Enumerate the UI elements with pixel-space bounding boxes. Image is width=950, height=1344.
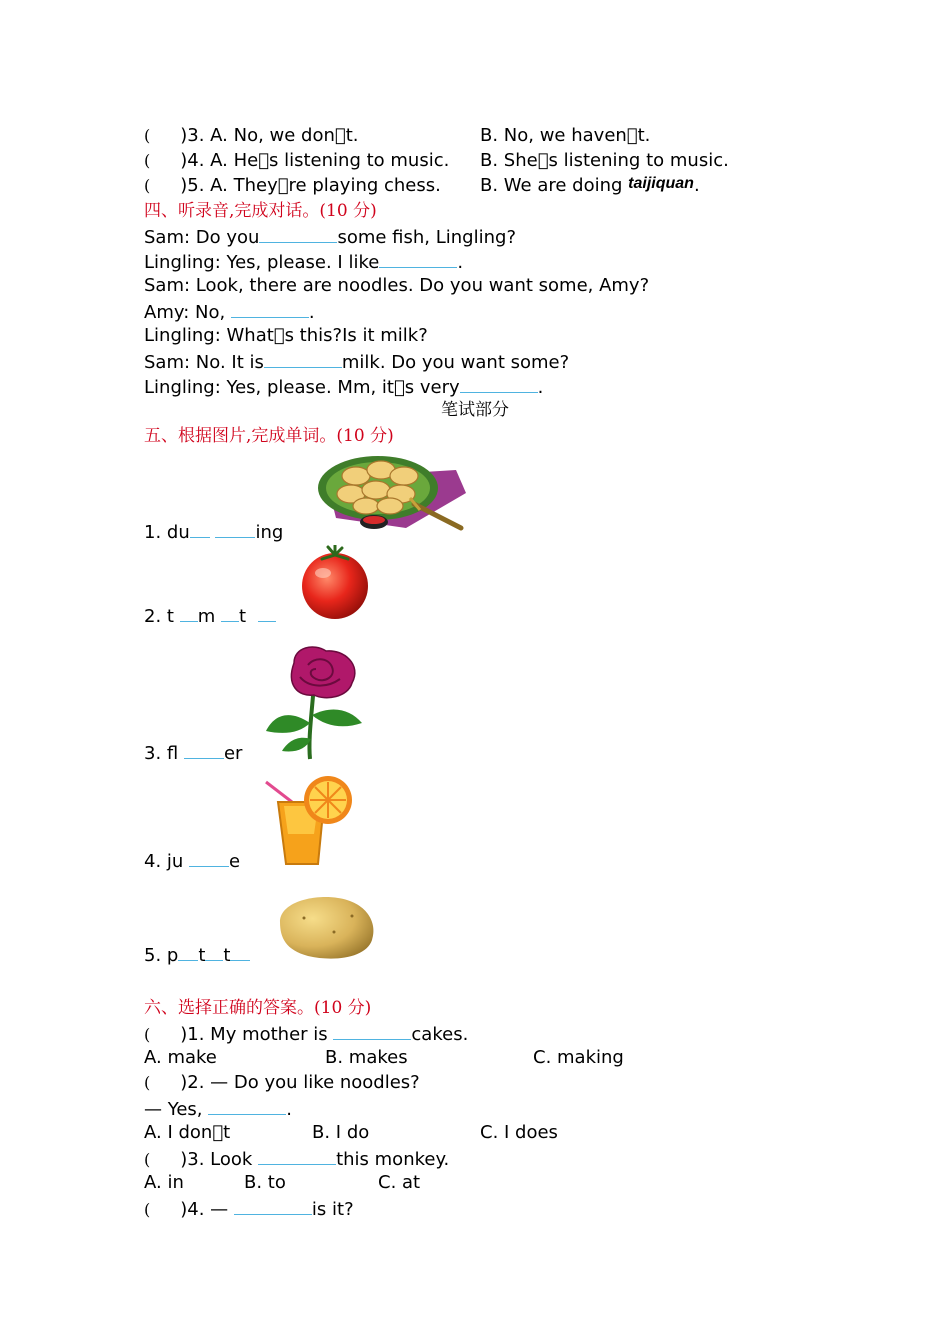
- word-part: e: [229, 851, 241, 872]
- blank-line[interactable]: [259, 224, 337, 243]
- q5-option-a: )5. A. They re playing chess.: [180, 175, 436, 196]
- letter-blank[interactable]: [184, 740, 224, 759]
- dialogue-text: .: [457, 252, 464, 273]
- choice-q1-options: [144, 1046, 624, 1070]
- q3-option-b: B. No, we haven t.: [480, 125, 646, 146]
- letter-blank[interactable]: [258, 603, 276, 622]
- dialogue-text: Sam: Look, there are noodles. Do you want some, Amy?: [144, 275, 650, 296]
- question-text: is it?: [311, 1199, 354, 1220]
- dialogue-text: some fish, Lingling?: [337, 227, 516, 248]
- answer-paren[interactable]: (: [144, 1200, 151, 1219]
- option-a: A. I don t: [144, 1122, 226, 1143]
- answer-paren[interactable]: (: [144, 1073, 151, 1092]
- section4-title: 四、听录音,完成对话。(10 分): [144, 201, 377, 221]
- answer-paren[interactable]: (: [144, 176, 151, 195]
- option-c: C. at: [378, 1172, 421, 1193]
- dialogue-text: Lingling: What s this?Is it milk?: [144, 325, 423, 346]
- section5-title: 五、根据图片,完成单词。(10 分): [144, 426, 394, 446]
- letter-blank[interactable]: [205, 942, 223, 961]
- dialogue-line-2: [144, 249, 463, 275]
- word-part: 3. fl: [144, 743, 179, 764]
- word-item-1: [144, 519, 283, 545]
- option-a: A. make: [144, 1047, 217, 1068]
- juice-image: [262, 772, 354, 870]
- word-part: t: [238, 606, 247, 627]
- word-item-4: [144, 848, 240, 874]
- question-text: — Yes,: [144, 1099, 203, 1120]
- dumplings-image: [306, 448, 470, 540]
- question-text: )2. — Do you like noodles?: [180, 1072, 420, 1093]
- question-text: )4. —: [180, 1199, 229, 1220]
- written-part-heading: 笔试部分: [441, 400, 509, 420]
- answer-paren[interactable]: (: [144, 1150, 151, 1169]
- word-item-5: [144, 942, 250, 968]
- word-part: t: [198, 945, 206, 966]
- listening-q5: [144, 174, 700, 198]
- word-part: 4. ju: [144, 851, 184, 872]
- choice-q3-options: [144, 1171, 421, 1195]
- blank-line[interactable]: [333, 1021, 411, 1040]
- word-part: 2. t: [144, 606, 174, 627]
- choice-q1: [144, 1021, 468, 1047]
- choice-q2: [144, 1071, 420, 1095]
- rose-image: [264, 643, 366, 761]
- q5-end: .: [693, 175, 700, 196]
- dialogue-text: .: [308, 302, 315, 323]
- blank-line[interactable]: [258, 1146, 336, 1165]
- word-part: 5. p: [144, 945, 179, 966]
- q4-option-a: )4. A. He s listening to music.: [180, 150, 445, 171]
- q3-option-a: )3. A. No, we don t.: [180, 125, 354, 146]
- dialogue-line-3: [144, 274, 649, 298]
- dialogue-text: milk. Do you want some?: [341, 352, 570, 373]
- option-a: A. in: [144, 1172, 184, 1193]
- letter-blank[interactable]: [230, 942, 250, 961]
- dialogue-text: Sam: No. It is: [144, 352, 264, 373]
- dialogue-line-5: [144, 324, 428, 348]
- dialogue-text: Sam: Do you: [144, 227, 260, 248]
- listening-q3: [144, 124, 646, 148]
- option-b: B. to: [244, 1172, 286, 1193]
- letter-blank[interactable]: [178, 942, 198, 961]
- question-text: cakes.: [411, 1024, 469, 1045]
- choice-q2-options: [144, 1121, 558, 1145]
- q5-option-b-text: B. We are doing: [480, 175, 623, 196]
- option-b: B. makes: [325, 1047, 408, 1068]
- choice-q3: [144, 1146, 449, 1172]
- potato-image: [274, 892, 378, 962]
- word-item-2: [144, 603, 276, 629]
- word-part: m: [197, 606, 216, 627]
- option-b: B. I do: [312, 1122, 370, 1143]
- option-c: C. making: [533, 1047, 624, 1068]
- dialogue-text: Lingling: Yes, please. I like: [144, 252, 380, 273]
- blank-line[interactable]: [460, 374, 538, 393]
- listening-q4: [144, 149, 724, 173]
- q5-option-b: [480, 174, 700, 199]
- letter-blank[interactable]: [180, 603, 198, 622]
- answer-paren[interactable]: (: [144, 1025, 151, 1044]
- dialogue-line-4: [144, 299, 315, 325]
- answer-paren[interactable]: (: [144, 151, 151, 170]
- taijiquan-word: taijiquan: [628, 175, 694, 192]
- word-part: ing: [255, 522, 284, 543]
- letter-blank[interactable]: [221, 603, 239, 622]
- letter-blank[interactable]: [189, 848, 229, 867]
- dialogue-line-1: [144, 224, 516, 250]
- word-item-3: [144, 740, 242, 766]
- dialogue-text: .: [532, 377, 539, 398]
- blank-line[interactable]: [379, 249, 457, 268]
- dialogue-text: Lingling: Yes, please. Mm, it s very: [144, 377, 455, 398]
- dialogue-line-7: [144, 374, 543, 400]
- option-c: C. I does: [480, 1122, 558, 1143]
- question-text: )1. My mother is: [180, 1024, 328, 1045]
- question-text: )3. Look: [180, 1149, 253, 1170]
- dialogue-line-6: [144, 349, 569, 375]
- choice-q2-reply: [144, 1096, 292, 1122]
- question-text: this monkey.: [336, 1149, 450, 1170]
- question-text: .: [286, 1099, 292, 1120]
- blank-line[interactable]: [231, 299, 309, 318]
- letter-blank[interactable]: [190, 519, 210, 538]
- tomato-image: [298, 545, 372, 621]
- blank-line[interactable]: [264, 349, 342, 368]
- answer-paren[interactable]: (: [144, 126, 151, 145]
- word-part: t: [223, 945, 231, 966]
- section6-title: 六、选择正确的答案。(10 分): [144, 998, 372, 1018]
- dialogue-text: Amy: No,: [144, 302, 226, 323]
- blank-line[interactable]: [234, 1196, 312, 1215]
- letter-blank[interactable]: [215, 519, 255, 538]
- word-part: 1. du: [144, 522, 190, 543]
- choice-q4: [144, 1196, 354, 1222]
- q4-option-b: B. She s listening to music.: [480, 150, 724, 171]
- word-part: er: [223, 743, 243, 764]
- blank-line[interactable]: [208, 1096, 286, 1115]
